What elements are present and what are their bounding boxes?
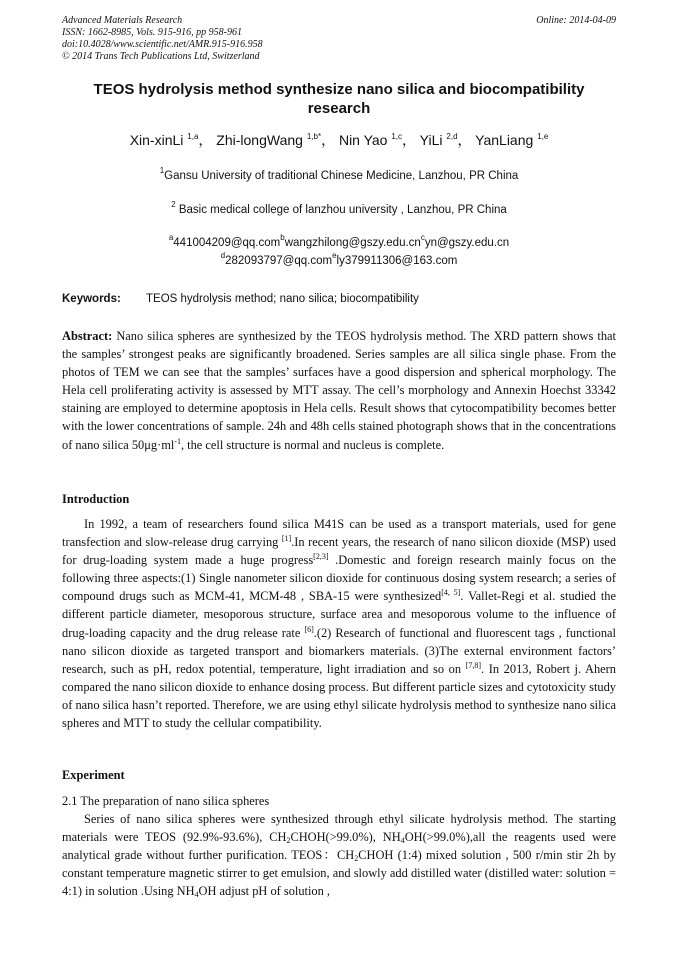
intro-text: . Vallet-Regi et al. studied the different particle diameter, mesoporous structure, surface area and mesoporous volume to the influence of drug-loading capacity and the drug release rate [62,589,617,640]
intro-text: .(2) Research of functional and fluorescent tags , functional nano silicon dioxide as targeted transport and biomarkers materials. (3)The external environment factors’ research, such as pH, redox potential, temperature, light irradiation and so on [62,625,616,676]
intro-text: . In 2013, Robert j. Ahern compared the nano silicon dioxide to enhance dosing process. But different particle sizes and cytotoxicity study of nano silica hasn’t reported. Therefore, we are using ethyl silicate hydrolysis method to synthesize nano silica spheres and MTT to study the cellular compatibility. [62,661,616,731]
experiment-text: OH adjust pH of solution , [198,884,331,899]
author-affiliation-mark: 1,e [537,132,549,141]
author-list: Xin-xinLi $^{1,a}$， Zhi-longWang $^{1,b*}$， Nin Yao $^{1,c}$， YiLi $^{2,d}$， YanLiang $^{1,e}$ [129,132,549,148]
experiment-text: CHOH(>99.0%), NH [290,830,401,845]
experiment-paragraph [62,810,616,900]
subscript: 4 [400,836,405,846]
keywords [62,292,419,306]
experiment-text: Series of nano silica spheres were synthesized through ethyl silicate hydrolysis method. The starting materials were TEOS (92.9%-93.6%), CH [62,812,616,845]
author-name: YanLiang [475,132,534,148]
author-name: Zhi-longWang [216,132,303,148]
intro-text: In 1992, a team of researchers found silica M41S can be used as a transport materials, used for gene transfection and slow-release drug carrying [62,517,616,550]
email-b[interactable]: wangzhilong@gszy.edu.cn [284,237,421,249]
affiliation-mark: 1 [159,166,165,175]
affiliation-1 [62,166,616,183]
intro-text: .Domestic and foreign research mainly focus on the following three aspects:(1) Single nanometer silicon dioxide for continuous dosing system research; a series of compound drugs such as MCM-41, MCM-48 , SBA-15 were synthesized [62,553,616,604]
online-date: Online: 2014-04-09 [536,15,616,26]
author-name: Nin Yao [338,132,388,148]
subscript: 2 [354,854,359,864]
experiment-subheading: 2.1 The preparation of nano silica spheres [62,794,270,808]
paper-title: TEOS hydrolysis method synthesize nano silica and biocompatibility research [93,81,585,117]
affiliation-2 [62,200,616,217]
citation: [2,3] [313,552,329,562]
author-affiliation-mark: 2,d [446,132,458,141]
copyright-line: © 2014 Trans Tech Publications Ltd, Switzerland [62,51,260,62]
citation: [7,8] [465,660,482,670]
author-name: YiLi [419,132,443,148]
experiment-text: CHOH (1:4) mixed solution , 500 r/min stir 2h by constant temperature magnetic stirrer to get emulsion, and slowly add distilled water (distilled water: solution = 4:1) in solution .Using NH [62,848,616,899]
author-affiliation-mark: 1,a [187,132,199,141]
introduction-paragraph [62,515,616,732]
doi-line: doi:10.4028/www.scientific.net/AMR.915-916.958 [62,39,263,50]
subscript: 4 [194,890,199,900]
email-d[interactable]: 282093797@qq.com [225,255,333,267]
journal-name: Advanced Materials Research [62,15,183,26]
citation: [1] [281,534,292,544]
experiment-text: OH(>99.0%),all the reagents used were analytical grade without further purification. TEOS：CH [62,830,617,863]
affiliation-text: Gansu University of traditional Chinese Medicine, Lanzhou, PR China [164,170,519,182]
email-line-2: $^d$282093797@qq.com$^e$ly379911306@163.com [220,251,458,267]
email-e[interactable]: ly379911306@163.com [336,255,458,267]
author-affiliation-mark: 1,b* [306,132,322,141]
citation: [6] [304,624,314,634]
abstract [62,327,616,454]
introduction-heading: Introduction [62,492,130,506]
intro-text: .In recent years, the research of nano silicon dioxide (MSP) used for drug-loading system made a huge progress [62,535,617,568]
experiment-heading: Experiment [62,768,125,782]
affiliation-mark: 2 [171,200,176,209]
author-affiliation-mark: 1,c [391,132,403,141]
email-c[interactable]: yn@gszy.edu.cn [424,237,510,249]
abstract-text-end: , the cell structure is normal and nucleus is complete. [180,437,445,452]
citation: [4, 5] [441,588,461,598]
email-line-1: $^a441004209@qq.com^bwangzhilong@gszy.edu.cn^cyn@gszy.edu.cn$ [168,233,510,249]
abstract-text: Nano silica spheres are synthesized by the TEOS hydrolysis method. The XRD pattern shows that the samples’ strongest peaks are significantly broadened. Series samples are all silica single phase. From the photos of TEM we can see that the samples’ surfaces have a good dispersion and spherical morphology. The Hela cell proliferating activity is assessed by MTT assay. The cell’s morphology and Annexin Hoechst 33342 staining are employed to determine apoptosis in Hela cells. Result shows that cytocompatibility becomes better with the lower concentrations of sample. 24h and 48h cells stained photograph shows that in the concentrations of nano silica 50μg·ml [62,329,616,452]
email-a[interactable]: 441004209@qq.com [173,237,281,249]
journal-header [62,15,263,63]
abstract-label: Abstract: [62,329,113,343]
unit-exponent: -1 [174,436,181,446]
author-name: Xin-xinLi [129,132,184,148]
keywords-label: Keywords: [62,293,121,305]
issn-line: ISSN: 1662-8985, Vols. 915-916, pp 958-961 [62,27,242,38]
affiliation-text: Basic medical college of lanzhou university , Lanzhou, PR China [178,204,507,216]
subscript: 2 [286,836,291,846]
keywords-text: TEOS hydrolysis method; nano silica; biocompatibility [146,293,419,305]
